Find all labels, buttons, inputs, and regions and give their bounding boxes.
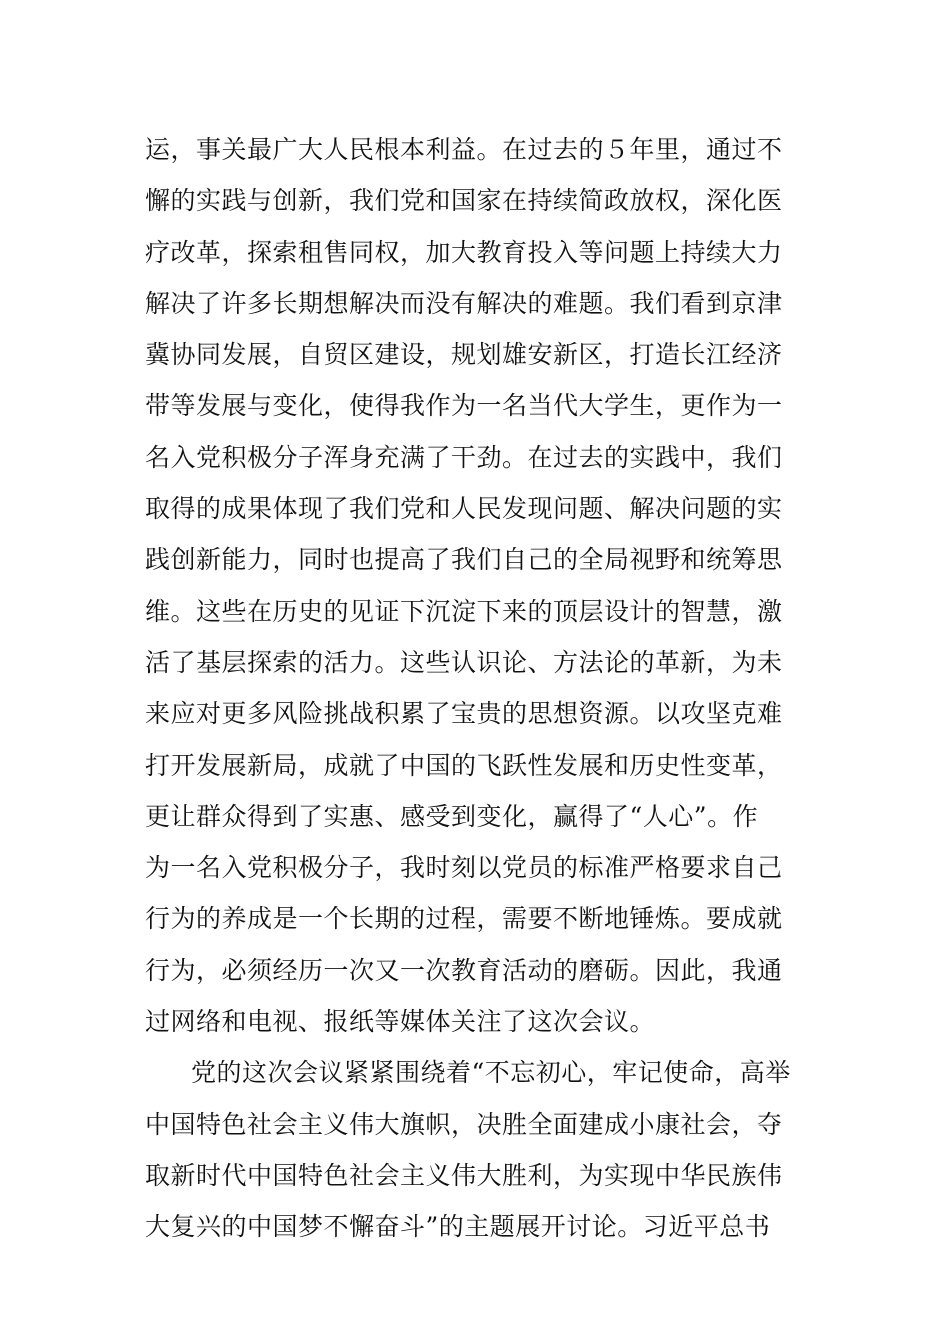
text-line: 践创新能力，同时也提高了我们自己的全局视野和统筹思 [145,545,783,575]
text-line: 维。这些在历史的见证下沉淀下来的顶层设计的智慧，激 [145,596,783,626]
text-line: 来应对更多风险挑战积累了宝贵的思想资源。以攻坚克难 [145,699,783,729]
text-line: 行为的养成是一个长期的过程，需要不断地锤炼。要成就 [145,904,783,934]
text-line: 取得的成果体现了我们党和人民发现问题、解决问题的实 [145,494,783,524]
text-line: 中国特色社会主义伟大旗帜，决胜全面建成小康社会，夺 [145,1109,783,1139]
text-line: 冀协同发展，自贸区建设，规划雄安新区，打造长江经济 [145,340,783,370]
text-line: 带等发展与变化，使得我作为一名当代大学生，更作为一 [145,391,783,421]
body-text [145,124,810,1253]
text-line: 取新时代中国特色社会主义伟大胜利，为实现中华民族伟 [145,1160,783,1190]
text-line: 过网络和电视、报纸等媒体关注了这次会议。 [145,1007,656,1037]
text-line: 解决了许多长期想解决而没有解决的难题。我们看到京津 [145,288,783,318]
text-line: 名入党积极分子浑身充满了干劲。在过去的实践中，我们 [145,442,783,472]
text-line: 懈的实践与创新，我们党和国家在持续简政放权，深化医 [145,186,783,216]
text-line: 运，事关最广大人民根本利益。在过去的５年里，通过不 [145,135,783,164]
text-line: 打开发展新局，成就了中国的飞跃性发展和历史性变革， [145,750,783,780]
text-line: 疗改革，探索租售同权，加大教育投入等问题上持续大力 [145,237,783,267]
text-line: 大复兴的中国梦不懈奋斗”的主题展开讨论。习近平总书 [145,1212,771,1242]
text-line: 活了基层探索的活力。这些认识论、方法论的革新，为未 [145,647,783,677]
text-line: 为一名入党积极分子，我时刻以党员的标准严格要求自己 [145,853,783,883]
text-line: 更让群众得到了实惠、感受到变化，赢得了“人心”。作 [145,801,759,831]
text-line: 行为，必须经历一次又一次教育活动的磨砺。因此，我通 [145,955,783,985]
paragraph-start-line: 党的这次会议紧紧围绕着“不忘初心，牢记使命，高举 [191,1058,791,1088]
